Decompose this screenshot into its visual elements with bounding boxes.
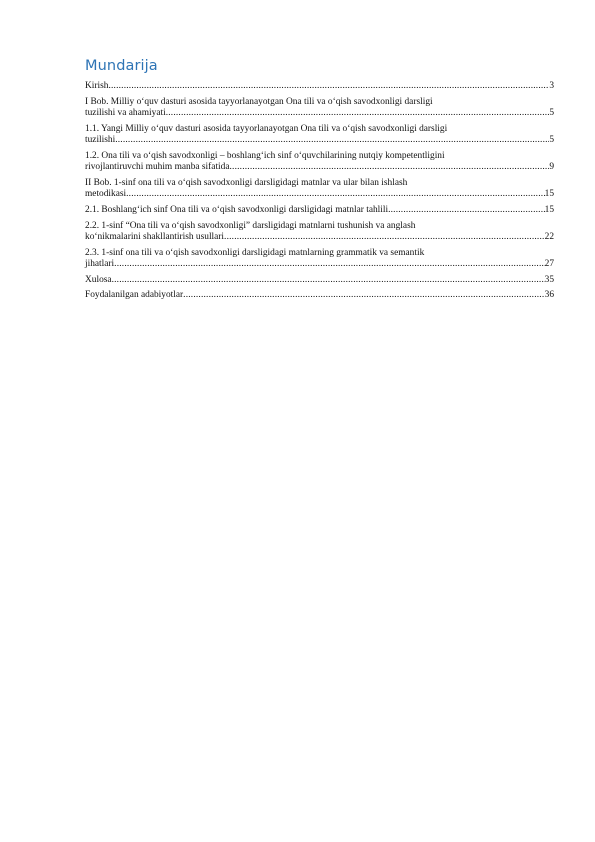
- toc-leader-dots: [114, 259, 544, 270]
- toc-entry-references[interactable]: [85, 290, 554, 301]
- toc-entry-title: tuzilishi: [85, 135, 116, 145]
- toc-entry-kirish[interactable]: [85, 81, 554, 92]
- toc-heading: Mundarija: [85, 58, 158, 74]
- toc-entry-title-line: I Bob. Milliy o‘quv dasturi asosida tayyorlanayotgan Ona tili va o‘qish savodxonligi darsligi: [85, 96, 433, 107]
- toc-entry-section-1-2[interactable]: [85, 151, 554, 173]
- toc-entry-xulosa[interactable]: [85, 275, 554, 286]
- toc-entry-title-line: 2.3. 1-sinf ona tili va o‘qish savodxonligi darsligidagi matnlarning grammatik va semantik: [85, 247, 425, 258]
- toc-entry-title: jihatlari: [85, 258, 115, 269]
- toc-leader-dots: [183, 290, 544, 301]
- toc-entry-title: rivojlantiruvchi muhim manba sifatida: [85, 162, 230, 172]
- toc-entry-line: [85, 205, 554, 216]
- toc-entry-title: Foydalanilgan adabiyotlar: [85, 290, 184, 301]
- toc-entry-title: Kirish: [85, 81, 109, 91]
- toc-entry-line: [85, 108, 554, 119]
- toc-page-number: 36: [544, 290, 554, 301]
- toc-page-number: 5: [549, 135, 554, 145]
- toc-entry-section-1-1[interactable]: [85, 124, 554, 146]
- toc-page-number: 9: [549, 162, 554, 172]
- toc-entry-line: [85, 275, 554, 286]
- toc-entry-line: [85, 135, 554, 146]
- toc-entry-title-line: 1.1. Yangi Milliy o‘quv dasturi asosida tayyorlanayotgan Ona tili va o‘qish savodxonligi darsligi: [85, 123, 448, 134]
- toc-entry-section-2-2[interactable]: [85, 221, 554, 243]
- toc-entry-line: [85, 189, 554, 200]
- toc-leader-dots: [388, 205, 545, 216]
- toc-entry-title-line: II Bob. 1-sinf ona tili va o‘qish savodxonligi darsligidagi matnlar va ular bilan ishlash: [85, 177, 408, 188]
- toc-entry-chapter-1[interactable]: [85, 97, 554, 119]
- toc-page-number: 15: [544, 189, 554, 199]
- toc-entry-line: [85, 259, 554, 270]
- toc-entry-line: [85, 232, 554, 243]
- toc-page-number: 3: [549, 81, 554, 91]
- toc-entry-line: [85, 290, 554, 301]
- toc-leader-dots: [112, 275, 545, 286]
- toc-entry-title: tuzilishi va ahamiyati: [85, 108, 166, 118]
- toc-entry-title-line: 2.2. 1-sinf “Ona tili va o‘qish savodxonligi” darsligidagi matnlarni tushunish va anglash: [85, 220, 416, 231]
- toc-page-number: 35: [544, 274, 554, 285]
- toc-leader-dots: [230, 162, 550, 173]
- toc-page-number: 27: [544, 258, 554, 269]
- toc-leader-dots: [108, 81, 549, 92]
- toc-page-number: 15: [544, 204, 554, 215]
- toc-entry-line: [85, 81, 554, 92]
- toc-entry-title: 2.1. Boshlang‘ich sinf Ona tili va o‘qish savodxonligi darsligidagi matnlar tahlili: [85, 204, 389, 215]
- toc-leader-dots: [126, 189, 544, 200]
- toc-leader-dots: [115, 135, 549, 146]
- toc-entry-title-line: 1.2. Ona tili va o‘qish savodxonligi – boshlang‘ich sinf o‘quvchilarining nutqiy kompetentligini: [85, 150, 445, 161]
- toc-entry-title: ko‘nikmalarini shakllantirish usullari: [85, 231, 225, 242]
- table-of-contents: [85, 81, 554, 306]
- toc-page-number: 22: [544, 231, 554, 242]
- toc-leader-dots: [224, 232, 545, 243]
- toc-entry-chapter-2[interactable]: [85, 178, 554, 200]
- toc-page-number: 5: [549, 108, 554, 118]
- toc-entry-line: [85, 162, 554, 173]
- toc-entry-title: Xulosa: [85, 274, 112, 285]
- toc-entry-section-2-1[interactable]: [85, 205, 554, 216]
- toc-entry-title: metodikasi: [85, 189, 127, 199]
- toc-leader-dots: [166, 108, 550, 119]
- toc-entry-section-2-3[interactable]: [85, 248, 554, 270]
